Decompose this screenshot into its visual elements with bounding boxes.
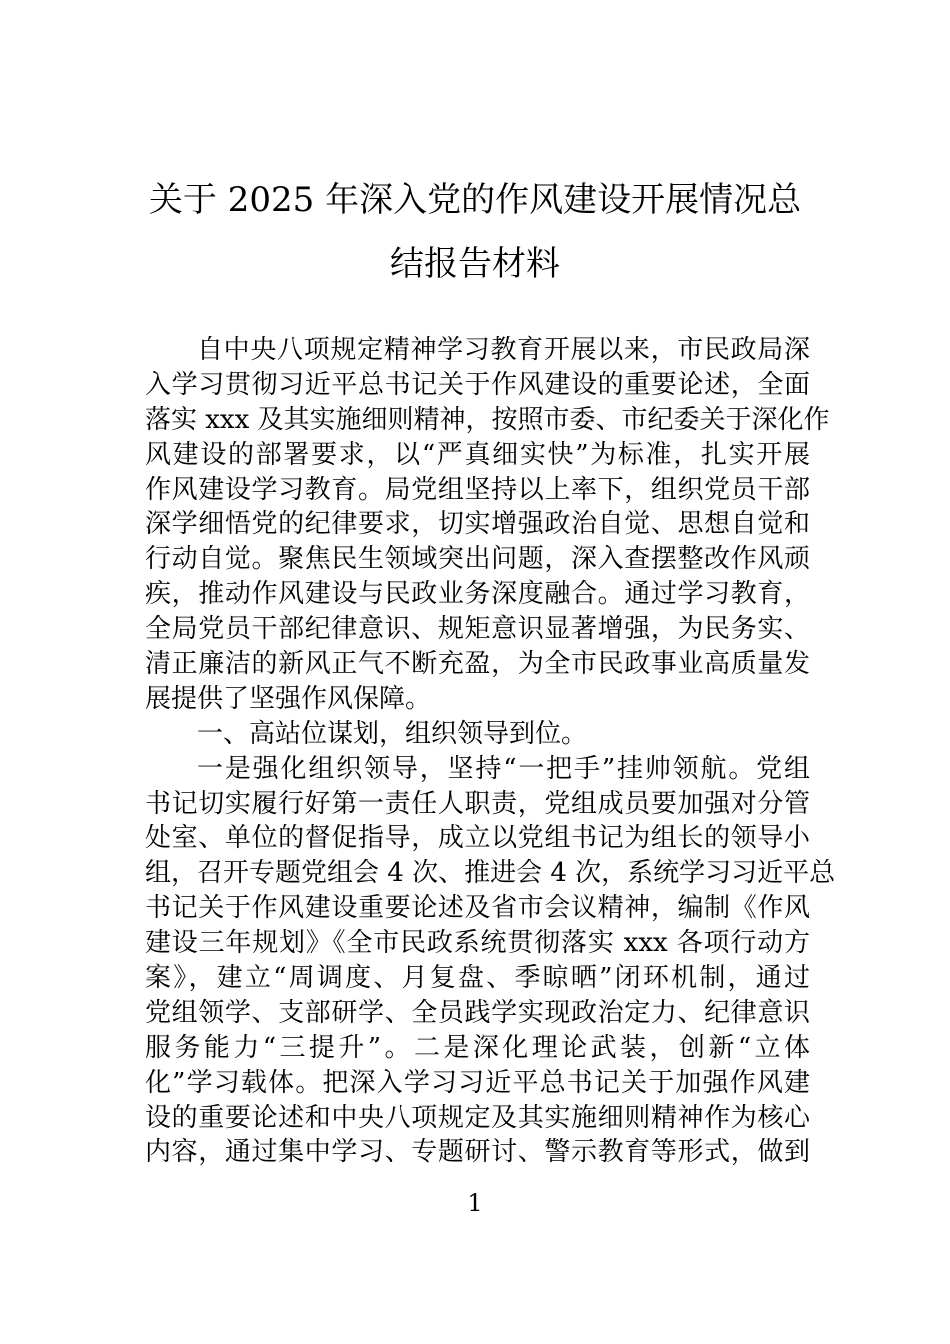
text-line: 自中央八项规定精神学习教育开展以来，市民政局深: [197, 335, 810, 365]
text-line: 组，召开专题党组会 4 次、推进会 4 次，系统学习习近平总: [145, 858, 836, 889]
text-line: 党组领学、支部研学、全员践学实现政治定力、纪律意识: [145, 997, 810, 1028]
text-line: 书记关于作风建设重要论述及省市会议精神，编制《作风: [145, 893, 810, 924]
text-line: 展提供了坚强作风保障。: [145, 683, 432, 714]
text-line: 全局党员干部纪律意识、规矩意识显著增强，为民务实、: [145, 614, 810, 645]
section-heading-text: 一、高站位谋划，组织领导到位。: [197, 718, 588, 749]
text-line: 风建设的部署要求，以“严真细实快”为标准，扎实开展: [145, 439, 810, 470]
text-line: 设的重要论述和中央八项规定及其实施细则精神作为核心: [145, 1102, 810, 1133]
section-heading: [145, 717, 810, 752]
text-line: 化”学习载体。把深入学习习近平总书记关于加强作风建: [145, 1067, 810, 1098]
text-line: 建设三年规划》《全市民政系统贯彻落实 xxx 各项行动方: [145, 928, 810, 959]
page-number: 1: [467, 1189, 483, 1217]
text-line: 内容，通过集中学习、专题研讨、警示教育等形式，做到: [145, 1137, 810, 1168]
text-line: 书记切实履行好第一责任人职责，党组成员要加强对分管: [145, 788, 810, 819]
text-line: 案》，建立“周调度、月复盘、季晾晒”闭环机制，通过: [145, 963, 810, 994]
title-line-1: 关于 2025 年深入党的作风建设开展情况总: [148, 180, 802, 220]
text-line: 行动自觉。聚焦民生领域突出问题，深入查摆整改作风顽: [145, 544, 810, 575]
intro-paragraph: [145, 333, 830, 717]
text-line: 清正廉洁的新风正气不断充盈，为全市民政事业高质量发: [145, 649, 810, 680]
text-line: 服务能力“三提升”。二是深化理论武装，创新“立体: [145, 1032, 810, 1063]
text-line: 落实 xxx 及其实施细则精神，按照市委、市纪委关于深化作: [145, 404, 830, 435]
text-line: 一是强化组织领导，坚持“一把手”挂帅领航。党组: [197, 753, 810, 784]
document-body: [145, 333, 836, 1170]
text-line: 入学习贯彻习近平总书记关于作风建设的重要论述，全面: [145, 369, 810, 400]
section-paragraph: [145, 752, 836, 1171]
title-line-2: 结报告材料: [390, 244, 560, 284]
text-line: 深学细悟党的纪律要求，切实增强政治自觉、思想自觉和: [145, 509, 810, 540]
text-line: 疾，推动作风建设与民政业务深度融合。通过学习教育，: [145, 579, 810, 610]
text-line: 作风建设学习教育。局党组坚持以上率下，组织党员干部: [145, 474, 810, 505]
text-line: 处室、单位的督促指导，成立以党组书记为组长的领导小: [145, 823, 810, 854]
document-title: [0, 168, 950, 296]
